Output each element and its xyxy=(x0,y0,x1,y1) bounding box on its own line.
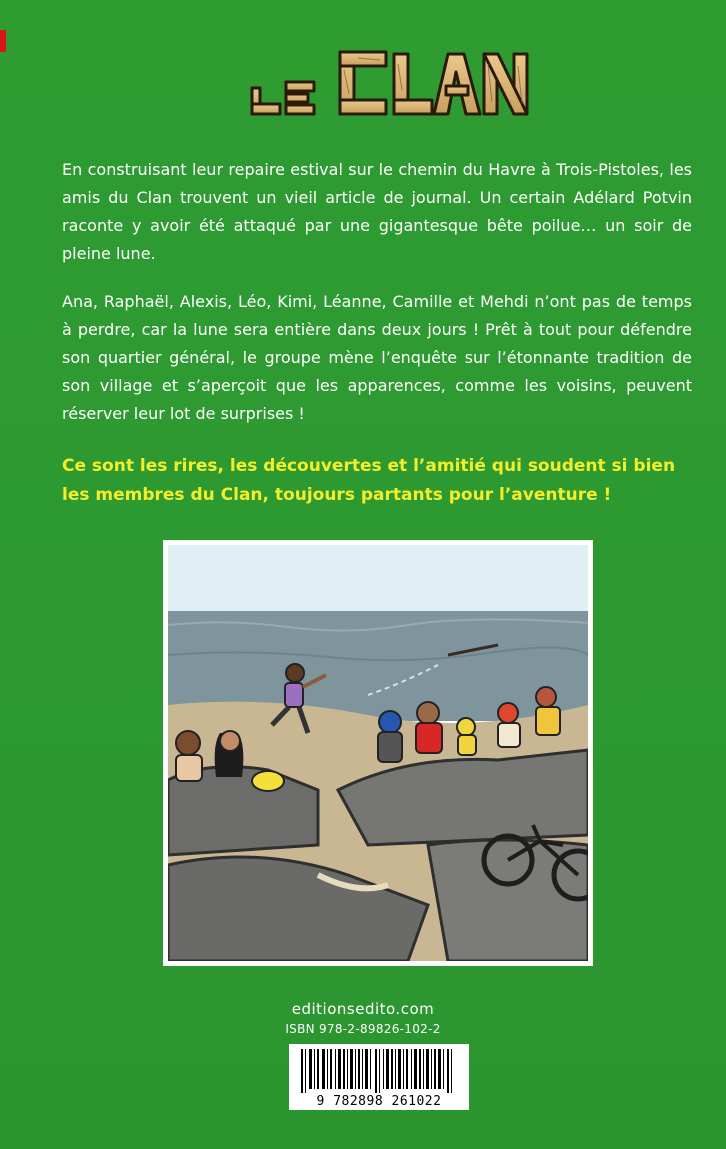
publisher-website: editionsedito.com xyxy=(291,1000,435,1018)
beach-scene-illustration-icon xyxy=(168,545,588,961)
wood-plank-title-icon xyxy=(248,44,533,122)
cover-illustration xyxy=(163,540,593,966)
title-logo xyxy=(248,46,533,122)
barcode xyxy=(289,1044,469,1110)
red-edge-mark xyxy=(0,30,6,52)
book-summary xyxy=(62,156,692,448)
barcode-bars-icon xyxy=(295,1049,463,1093)
tagline: Ce sont les rires, les découvertes et l’amitié qui soudent si bien les membres du Clan, toujours partants pour l’aventure ! xyxy=(62,456,676,505)
summary-paragraph-1: En construisant leur repaire estival sur le chemin du Havre à Trois-Pistoles, les amis du Clan trouvent un vieil article de journal. Un certain Adélard Potvin raconte y avoir été attaqué par une gigantesque bête poilue… un soir de pleine lune. xyxy=(62,160,692,263)
summary-paragraph-2: Ana, Raphaël, Alexis, Léo, Kimi, Léanne, Camille et Mehdi n’ont pas de temps à perdre, car la lune sera entière dans deux jours ! Prêt à tout pour défendre son quartier général, le groupe mène l’enquête sur l’étonnante tradition de son village et s’aperçoit que les apparences, comme les voisins, peuvent réserver leur lot de surprises ! xyxy=(62,292,692,423)
barcode-number: 9 782898 261022 xyxy=(316,1094,442,1109)
isbn-label: ISBN 978-2-89826-102-2 xyxy=(285,1022,441,1036)
